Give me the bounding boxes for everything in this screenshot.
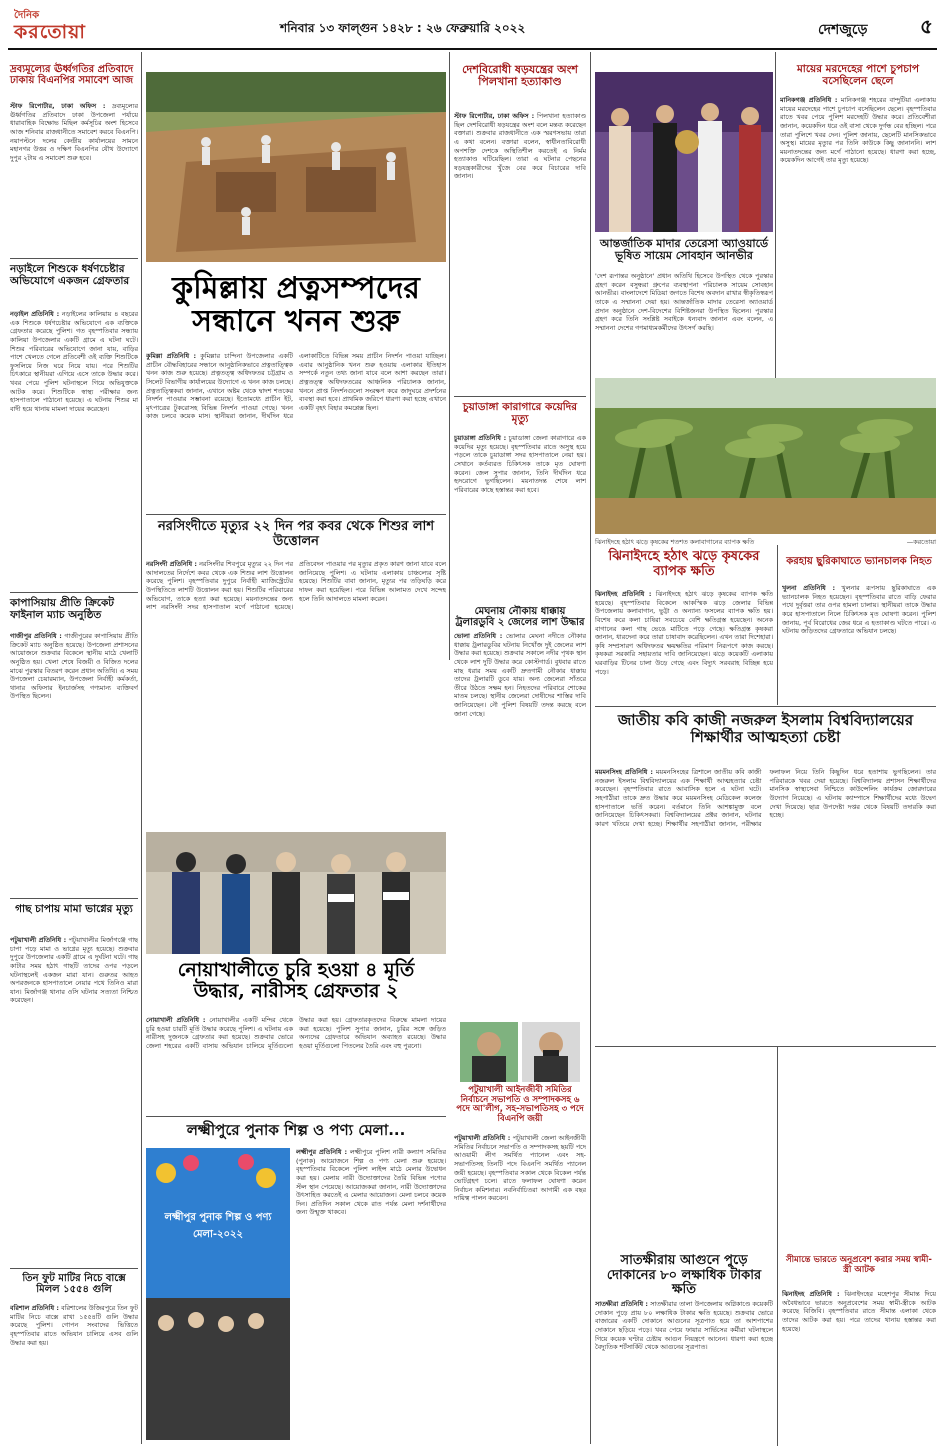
page-number: ৫ bbox=[920, 14, 933, 38]
excavation-photo bbox=[146, 72, 446, 262]
column-rule bbox=[449, 52, 450, 660]
article-body: চুয়াডাঙ্গা প্রতিনিধি : চুয়াডাঙ্গা জেলা কারাগারে এক কয়েদির মৃত্যু হয়েছে। বৃহস্পতিবার রাতে অসুস্থ হয়ে পড়লে তাকে চুয়াডাঙ্গা সদর হাসপাতালে নেয়া হয়। সেখানে কর্তব্যরত চিকিৎসক তাকে মৃত ঘোষণা করেন। জেল সুপার জানান, তিনি দীর্ঘদিন ধরে হৃদরোগে ভুগছিলেন। ময়নাতদন্ত শেষে লাশ পরিবারের কাছে হস্তান্তর করা হবে। bbox=[454, 434, 586, 494]
article-divider bbox=[146, 514, 446, 515]
article-headline: চুয়াডাঙ্গা কারাগারে কয়েদির মৃত্যু bbox=[462, 401, 578, 425]
article-body: স্টাফ রিপোর্টার, ঢাকা অফিস : দ্রব্যমূল্যের ঊর্ধ্বগতির প্রতিবাদে ঢাকা উপজেলা পর্যায়ে ধারাবাহিক বিক্ষোভ মিছিল কর্মসূচির অংশ হিসেবে আজ শনিবার রাজধানীতে সমাবেশ করবে বিএনপি। নয়াপল্টনে দলের কেন্দ্রীয় কার্যালয়ের সামনে মহানগর উত্তর ও দক্ষিণ বিএনপির যৌথ উদ্যোগে দুপুর ২টায় এ সমাবেশ শুরু হবে। bbox=[10, 102, 138, 162]
article-body: কুমিল্লা প্রতিনিধি : কুমিল্লার চান্দিনা উপজেলার একটি প্রাচীন বৌদ্ধবিহারের সন্ধানে আনুষ্ঠানিকভাবে প্রত্নতাত্ত্বিক খনন কাজ শুরু হয়েছে। প্রত্নতত্ত্ব অধিদফতর চট্টগ্রাম ও সিলেট বিভাগীয় কার্যালয়ের উদ্যোগে এ খনন কাজ চলছে। প্রত্নতাত্ত্বিকরা জানান, এখানে অষ্টম থেকে দ্বাদশ শতকের নিদর্শন পাওয়ার সম্ভাবনা রয়েছে। ইতোমধ্যে প্রাচীন ইট, মৃৎপাত্রের টুকরোসহ বিভিন্ন নিদর্শন পাওয়া গেছে। খনন কাজ চলবে কয়েক মাস। স্থানীয়রা জানান, দীর্ঘদিন ধরে এলাকাটিতে বিভিন্ন সময় প্রাচীন নিদর্শন পাওয়া যাচ্ছিল। এবার আনুষ্ঠানিক খনন শুরু হওয়ায় এলাকার ইতিহাস সম্পর্কে নতুন তথ্য জানা যাবে বলে আশা করছেন তারা। প্রত্নতত্ত্ব অধিদফতরের আঞ্চলিক পরিচালক জানান, খননে প্রাপ্ত নিদর্শনগুলো সংরক্ষণ করে জাদুঘরে প্রদর্শনের ব্যবস্থা করা হবে। প্রাথমিক জরিপে ধারণা করা হচ্ছে এখানে একটি বৃহৎ বিহার কমপ্লেক্স ছিল। bbox=[146, 352, 446, 421]
article-body: পটুয়াখালী প্রতিনিধি : পটুয়াখালীর মির্জাগঞ্জে গাছ চাপা পড়ে মামা ও ভাগ্নের মৃত্যু হয়েছে। শুক্রবার দুপুরে উপজেলার একটি গ্রামে এ দুর্ঘটনা ঘটে। গাছ কাটার সময় হঠাৎ গাছটি তাদের ওপর পড়লে ঘটনাস্থলেই একজন মারা যান। গুরুতর আহত অপরজনকে হাসপাতালে নেয়ার পথে তিনিও মারা যান। মির্জাগঞ্জ থানার ওসি ঘটনার সত্যতা নিশ্চিত করেছেন। bbox=[10, 936, 138, 1005]
article-headline: আন্তর্জাতিক মাদার তেরেসা অ্যাওয়ার্ডে ভূষিত সায়েম সোবহান আনভীর bbox=[599, 237, 769, 263]
article-headline: লক্ষ্মীপুরে পুনাক শিল্প ও পণ্য মেলা... bbox=[186, 1121, 406, 1139]
article-body: নরসিংদী প্রতিনিধি : নরসিংদীর শিবপুরে মৃত্যুর ২২ দিন পর আদালতের নির্দেশে কবর থেকে এক শিশুর লাশ উত্তোলন করেছে পুলিশ। বৃহস্পতিবার দুপুরে নির্বাহী ম্যাজিস্ট্রেটের উপস্থিতিতে লাশটি উত্তোলন করা হয়। শিশুটির পরিবারের অভিযোগ, তাকে হত্যা করা হয়েছে। ময়নাতদন্তের জন্য লাশ নরসিংদী সদর হাসপাতাল মর্গে পাঠানো হয়েছে। প্রতিবেদন পাওয়ার পর মৃত্যুর প্রকৃত কারণ জানা যাবে বলে জানিয়েছে পুলিশ। এ ঘটনায় এলাকায় চাঞ্চল্যের সৃষ্টি হয়েছে। শিশুটির বাবা জানান, মৃত্যুর পর তড়িঘড়ি করে দাফন করা হয়েছিল। পরে বিভিন্ন আলামত দেখে সন্দেহ হলে তিনি আদালতে মামলা করেন। bbox=[146, 560, 446, 612]
dateline: শনিবার ১৩ ফাল্গুন ১৪২৮ : ২৬ ফেব্রুয়ারি ২০২২ bbox=[280, 21, 526, 35]
award-photo bbox=[595, 72, 773, 232]
article-headline: ঝিনাইদহে হঠাৎ ঝড়ে কৃষকের ব্যাপক ক্ষতি bbox=[608, 549, 760, 579]
article-divider bbox=[454, 396, 586, 397]
fair-banner-text: লক্ষ্মীপুর পুনাক শিল্প ও পণ্য মেলা-২০২২ bbox=[164, 1212, 272, 1240]
article-body: ভোলা প্রতিনিধি : ভোলার মেঘনা নদীতে নৌকার ধাক্কায় ট্রলারডুবির ঘটনায় নিখোঁজ দুই জেলের লাশ উদ্ধার করা হয়েছে। শুক্রবার সকালে নদীর পৃথক স্থান থেকে লাশ দুটি উদ্ধার করে কোস্টগার্ড। বুধবার রাতে মাছ ধরার সময় একটি দ্রুতগামী নৌকার ধাক্কায় তাদের ট্রলারটি ডুবে যায়। অন্য জেলেরা সাঁতরে তীরে উঠতে সক্ষম হন। নিহতদের পরিবারে শোকের মাতম চলছে। স্থানীয় জেলেরা দোষীদের শাস্তির দাবি জানিয়েছেন। নৌ পুলিশ বিষয়টি তদন্ত করছে বলে জানা গেছে। bbox=[454, 632, 586, 718]
article-headline: দ্রব্যমূল্যের ঊর্ধ্বগতির প্রতিবাদে ঢাকায় বিএনপির সমাবেশ আজ bbox=[10, 64, 134, 87]
arrest-photo bbox=[146, 832, 446, 954]
article-headline: সাতক্ষীরায় আগুনে পুড়ে দোকানের ৮০ লক্ষাধিক টাকার ক্ষতি bbox=[606, 1253, 762, 1298]
column-rule bbox=[777, 545, 778, 705]
photo-caption: ঝিনাইদহে হঠাৎ ঝড়ে কৃষকের শতশত কলাবাগানের ব্যাপক ক্ষতি bbox=[595, 538, 755, 546]
article-headline: গাছ চাপায় মামা ভাগ্নের মৃত্যু bbox=[15, 903, 133, 915]
article-body: ঝিনাইদহ প্রতিনিধি : ঝিনাইদহের মহেশপুর সীমান্ত দিয়ে অবৈধভাবে ভারতে অনুপ্রবেশের সময় স্বামী-স্ত্রীকে আটক করেছে বিজিবি। বৃহস্পতিবার রাতে সীমান্ত এলাকা থেকে তাদের আটক করা হয়। পরে তাদের থানায় হস্তান্তর করা হয়েছে। bbox=[782, 1290, 936, 1333]
article-body: পটুয়াখালী প্রতিনিধি : পটুয়াখালী জেলা আইনজীবী সমিতির নির্বাচনে সভাপতি ও সম্পাদকসহ ছয়টি পদে আওয়ামী লীগ সমর্থিত প্যানেল এবং সহ-সভাপতিসহ তিনটি পদে বিএনপি সমর্থিত প্যানেল জয়ী হয়েছে। বৃহস্পতিবার সকাল থেকে বিকেল পর্যন্ত ভোটগ্রহণ চলে। রাতে ফলাফল ঘোষণা করেন নির্বাচন কমিশনার। নবনির্বাচিতরা আগামী এক বছর দায়িত্ব পালন করবেন। bbox=[454, 1134, 586, 1203]
article-divider bbox=[595, 706, 936, 707]
article-body: খুলনা প্রতিনিধি : খুলনার রূপসায় ছুরিকাঘাতে এক ভ্যানচালক নিহত হয়েছেন। বৃহস্পতিবার রাতে বাড়ি ফেরার পথে দুর্বৃত্তরা তার ওপর হামলা চালায়। স্থানীয়রা তাকে উদ্ধার করে হাসপাতালে নিলে চিকিৎসক মৃত ঘোষণা করেন। পুলিশ জানায়, পূর্ব বিরোধের জের ধরে এ হত্যাকাণ্ড ঘটতে পারে। এ ঘটনায় জড়িতদের গ্রেফতারে অভিযান চলছে। bbox=[782, 584, 936, 636]
banner-headline: কুমিল্লায় প্রত্নসম্পদের সন্ধানে খনন শুরু bbox=[172, 271, 420, 339]
column-rule bbox=[141, 52, 142, 1444]
article-divider bbox=[10, 898, 138, 899]
article-body: নোয়াখালী প্রতিনিধি : নোয়াখালীর একটি মন্দির থেকে চুরি হওয়া চারটি মূর্তি উদ্ধার করেছে পুলিশ। এ ঘটনায় এক নারীসহ দুজনকে গ্রেফতার করা হয়েছে। শুক্রবার ভোরে জেলা শহরের একটি বাসায় অভিযান চালিয়ে মূর্তিগুলো উদ্ধার করা হয়। গ্রেফতারকৃতদের বিরুদ্ধে মামলা দায়ের করা হয়েছে। পুলিশ সুপার জানান, চুরির সঙ্গে জড়িত অন্যদের গ্রেফতারে অভিযান অব্যাহত রয়েছে। উদ্ধার হওয়া মূর্তিগুলো পিতলের তৈরি এবং বহু পুরনো। bbox=[146, 1016, 446, 1050]
article-headline: নড়াইলে শিশুকে ধর্ষণচেষ্টার অভিযোগে একজন গ্রেফতার bbox=[10, 263, 130, 287]
paper-logo: করতোয়া bbox=[14, 21, 86, 43]
article-headline: মেঘনায় নৌকায় ধাক্কায় ট্রলারডুবি ২ জেলের লাশ উদ্ধার bbox=[455, 606, 585, 629]
article-headline: সীমান্তে ভারতে অনুপ্রবেশ করার সময় স্বামী-স্ত্রী আটক bbox=[786, 1255, 932, 1275]
article-body: মানিকগঞ্জ প্রতিনিধি : মানিকগঞ্জ শহরের বান্দুটিয়া এলাকায় মায়ের মরদেহের পাশে চুপচাপ বসেছিলেন ছেলে। বৃহস্পতিবার রাতে খবর পেয়ে পুলিশ মরদেহটি উদ্ধার করে। প্রতিবেশীরা জানান, কয়েকদিন ধরে ওই বাসা থেকে দুর্গন্ধ বের হচ্ছিল। পরে তারা পুলিশে খবর দেন। পুলিশ জানায়, ছেলেটি মানসিকভাবে অসুস্থ। মায়ের মৃত্যুর পর তিনি কাউকে কিছু জানাননি। লাশ ময়নাতদন্তের জন্য মর্গে পাঠানো হয়েছে। ধারণা করা হচ্ছে, কয়েকদিন আগেই তার মৃত্যু হয়েছে। bbox=[780, 96, 936, 165]
article-body: নড়াইল প্রতিনিধি : নড়াইলের কালিয়ায় ৪ বছরের এক শিশুকে ধর্ষণচেষ্টার অভিযোগে এক ব্যক্তিকে গ্রেফতার করেছে পুলিশ। গত বৃহস্পতিবার সন্ধ্যায় কালিয়া উপজেলার একটি গ্রামে এ ঘটনা ঘটে। শিশুর পরিবারের অভিযোগে জানা যায়, বাড়ির পাশে খেলতে গেলে প্রতিবেশী ওই ব্যক্তি শিশুটিকে ফুসলিয়ে নিজ ঘরে নিয়ে যায়। পরে শিশুটির চিৎকারে স্থানীয়রা এগিয়ে এসে তাকে উদ্ধার করে। খবর পেয়ে পুলিশ ঘটনাস্থলে গিয়ে অভিযুক্তকে আটক করে। শিশুটিকে স্বাস্থ্য পরীক্ষার জন্য হাসপাতালে পাঠানো হয়েছে। এ ঘটনায় শিশুর মা বাদী হয়ে থানায় মামলা দায়ের করেছেন। bbox=[10, 310, 138, 414]
article-divider bbox=[10, 592, 138, 593]
article-divider bbox=[146, 1116, 446, 1117]
article-body: ঝিনাইদহ প্রতিনিধি : ঝিনাইদহে হঠাৎ ঝড়ে কৃষকের ব্যাপক ক্ষতি হয়েছে। বৃহস্পতিবার বিকেলে আকস্মিক ঝড়ে জেলার বিভিন্ন উপজেলায় কলাবাগান, ভুট্টা ও অন্যান্য ফসলের ব্যাপক ক্ষতি হয়। বিশেষ করে কলা চাষিরা সবচেয়ে বেশি ক্ষতিগ্রস্ত হয়েছেন। অনেক বাগানের কলা গাছ ভেঙে মাটিতে পড়ে গেছে। ক্ষতিগ্রস্ত কৃষকরা জানান, ধারদেনা করে তারা চাষাবাদ করেছিলেন। এখন তারা দিশেহারা। কৃষি সম্প্রসারণ অধিদফতর ক্ষয়ক্ষতির পরিমাণ নিরূপণে কাজ করছে। কৃষকরা সরকারি সহায়তার দাবি জানিয়েছেন। ঝড়ে কয়েকটি এলাকায় ঘরবাড়ির টিনের চালা উড়ে গেছে এবং বিদ্যুৎ সরবরাহ বিচ্ছিন্ন হয়ে পড়ে। bbox=[595, 590, 773, 676]
column-rule bbox=[590, 52, 591, 1444]
article-headline: তিন ফুট মাটির নিচে বাক্সে মিলল ১৫৫৪ গুলি bbox=[22, 1273, 126, 1296]
article-headline: জাতীয় কবি কাজী নজরুল ইসলাম বিশ্ববিদ্যালয়ের শিক্ষার্থীর আত্মহত্যা চেষ্টা bbox=[617, 711, 914, 746]
article-headline: মায়ের মরদেহের পাশে চুপচাপ বসেছিলেন ছেলে bbox=[796, 63, 920, 87]
photo-credit: —করতোয়া bbox=[906, 538, 936, 546]
article-body: লক্ষ্মীপুর প্রতিনিধি : লক্ষ্মীপুরে পুলিশ নারী কল্যাণ সমিতির (পুনাক) আয়োজনে শিল্প ও পণ্য মেলা শুরু হয়েছে। বৃহস্পতিবার বিকেলে পুলিশ লাইন্স মাঠে মেলার উদ্বোধন করা হয়। মেলায় নারী উদ্যোক্তাদের তৈরি বিভিন্ন পণ্যের স্টল স্থান পেয়েছে। আয়োজকরা জানান, নারী উদ্যোক্তাদের উৎসাহিত করতেই এ মেলার আয়োজন। মেলা চলবে কয়েক দিন। প্রতিদিন সকাল থেকে রাত পর্যন্ত মেলা দর্শনার্থীদের জন্য উন্মুক্ত থাকবে। bbox=[296, 1148, 446, 1217]
section-name: দেশজুড়ে bbox=[818, 22, 868, 38]
article-body: ময়মনসিংহ প্রতিনিধি : ময়মনসিংহের ত্রিশালে জাতীয় কবি কাজী নজরুল ইসলাম বিশ্ববিদ্যালয়ের এক শিক্ষার্থী আত্মহত্যার চেষ্টা করেছেন। বৃহস্পতিবার রাতে আবাসিক হলে এ ঘটনা ঘটে। সহপাঠীরা তাকে দ্রুত উদ্ধার করে ময়মনসিংহ মেডিকেল কলেজ হাসপাতালে ভর্তি করেন। বর্তমানে তিনি আশঙ্কামুক্ত বলে জানিয়েছেন চিকিৎসকরা। বিশ্ববিদ্যালয়ের প্রক্টর জানান, ঘটনার কারণ খতিয়ে দেখা হচ্ছে। শিক্ষার্থীর সহপাঠীরা জানান, পরীক্ষার ফলাফল নিয়ে তিনি কিছুদিন ধরে হতাশায় ভুগছিলেন। তার পরিবারকে খবর দেয়া হয়েছে। বিশ্ববিদ্যালয় প্রশাসন শিক্ষার্থীদের মানসিক স্বাস্থ্যসেবা নিশ্চিতে কাউন্সেলিং কার্যক্রম জোরদারের উদ্যোগ নিয়েছে। এ ঘটনায় ক্যাম্পাসে শিক্ষার্থীদের মধ্যে উদ্বেগ দেখা দিয়েছে। ছাত্র উপদেষ্টা দপ্তর থেকে বিষয়টি তদারকি করা হচ্ছে। bbox=[595, 768, 936, 828]
column-rule bbox=[777, 1046, 778, 1446]
portrait-photos bbox=[458, 1022, 582, 1082]
article-body: 'দেশ রূপান্তর অনুষ্ঠানে' প্রধান অতিথি হিসেবে উপস্থিত থেকে পুরস্কার গ্রহণ করেন বসুন্ধরা গ্রুপের ব্যবস্থাপনা পরিচালক সায়েম সোবহান আনভীর। বাংলাদেশে মিডিয়া জগতে বিশেষ অবদান রাখার স্বীকৃতিস্বরূপ তাকে এ সম্মাননা দেয়া হয়। আন্তর্জাতিক মাদার তেরেসা অ্যাওয়ার্ড প্রদান অনুষ্ঠানে দেশ-বিদেশের বিশিষ্টজনরা উপস্থিত ছিলেন। পুরস্কার গ্রহণ করে তিনি সংশ্লিষ্ট সবাইকে ধন্যবাদ জানান এবং বলেন, এ সম্মাননা দেশের গণমাধ্যমকর্মীদের উৎসর্গ করছি। bbox=[595, 272, 773, 332]
paper-name-small: দৈনিক bbox=[14, 10, 40, 21]
article-body: সাতক্ষীরা প্রতিনিধি : সাতক্ষীরার তালা উপজেলায় অগ্নিকাণ্ডে কয়েকটি দোকান পুড়ে প্রায় ৮০ লক্ষাধিক টাকার ক্ষতি হয়েছে। শুক্রবার ভোরে বাজারের একটি দোকানে আগুনের সূত্রপাত হয়ে তা আশপাশের দোকানে ছড়িয়ে পড়ে। খবর পেয়ে ফায়ার সার্ভিসের কর্মীরা ঘটনাস্থলে গিয়ে কয়েক ঘণ্টার চেষ্টায় আগুন নিয়ন্ত্রণে আনেন। ধারণা করা হচ্ছে বৈদ্যুতিক শর্টসার্কিট থেকে আগুনের সূত্রপাত। bbox=[595, 1300, 773, 1352]
article-headline: পটুয়াখালী আইনজীবী সমিতির নির্বাচনে সভাপতি ও সম্পাদকসহ ৬ পদে আ'লীগ, সহ-সভাপতিসহ ৩ পদে বিএনপি জয়ী bbox=[456, 1085, 584, 1124]
article-headline: করহায় ছুরিকাঘাতে ভ্যানচালক নিহত bbox=[786, 556, 932, 567]
banner-headline: নোয়াখালীতে চুরি হওয়া ৪ মূর্তি উদ্ধার, নারীসহ গ্রেফতার ২ bbox=[177, 959, 415, 1002]
article-divider bbox=[10, 258, 138, 259]
article-headline: দেশবিরোধী ষড়যন্ত্রের অংশ পিলখানা হত্যাকাণ্ড bbox=[462, 63, 578, 89]
fair-photo bbox=[146, 1148, 290, 1440]
article-body: গাজীপুর প্রতিনিধি : গাজীপুরের কাপাসিয়ায় প্রীতি ক্রিকেট ম্যাচ অনুষ্ঠিত হয়েছে। উপজেলা প্রশাসনের আয়োজনে শুক্রবার বিকেলে স্থানীয় মাঠে খেলাটি অনুষ্ঠিত হয়। খেলা শেষে বিজয়ী ও বিজিত দলের মাঝে পুরস্কার বিতরণ করেন প্রধান অতিথি। এ সময় উপজেলা চেয়ারম্যান, উপজেলা নির্বাহী কর্মকর্তা, থানার অফিসার ইনচার্জসহ গণ্যমান্য ব্যক্তিবর্গ উপস্থিত ছিলেন। bbox=[10, 632, 138, 701]
article-headline: কাপাসিয়ায় প্রীতি ক্রিকেট ফাইনাল ম্যাচ অনুষ্ঠিত bbox=[10, 597, 115, 621]
article-body: স্টাফ রিপোর্টার, ঢাকা অফিস : পিলখানা হত্যাকাণ্ড ছিল দেশবিরোধী ষড়যন্ত্রের অংশ বলে মন্তব্য করেছেন বক্তারা। শুক্রবার রাজধানীতে এক স্মরণসভায় তারা এ কথা বলেন। বক্তারা বলেন, স্বাধীনতাবিরোধী অপশক্তি দেশকে অস্থিতিশীল করতেই এ নির্মম হত্যাকাণ্ড ঘটিয়েছিল। তারা এ ঘটনার পেছনের ষড়যন্ত্রকারীদের খুঁজে বের করে বিচারের দাবি জানান। bbox=[454, 112, 586, 181]
article-divider bbox=[595, 1046, 936, 1047]
article-body: বরিশাল প্রতিনিধি : বরিশালের উজিরপুরে তিন ফুট মাটির নিচে বাক্সে রাখা ১৫৫৪টি গুলি উদ্ধার করেছে পুলিশ। গোপন সংবাদের ভিত্তিতে বৃহস্পতিবার রাতে অভিযান চালিয়ে এসব গুলি উদ্ধার করা হয়। bbox=[10, 1304, 138, 1347]
storm-damage-photo bbox=[595, 378, 936, 534]
article-divider bbox=[10, 1268, 138, 1269]
article-headline: নরসিংদীতে মৃত্যুর ২২ দিন পর কবর থেকে শিশুর লাশ উত্তোলন bbox=[157, 519, 435, 549]
